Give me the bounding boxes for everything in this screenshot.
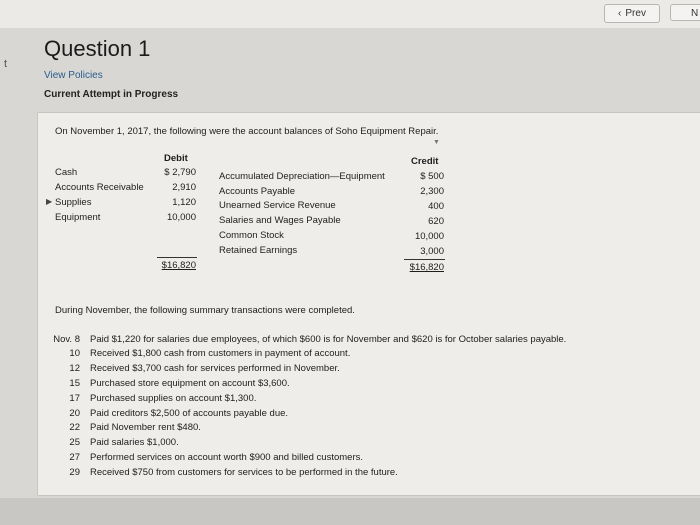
transaction-day: 22 (69, 422, 80, 433)
transaction-text: Purchased store equipment on account $3,600. (90, 378, 290, 389)
triangle-marker-icon: ▶ (46, 197, 53, 206)
credit-total: $16,820 (409, 262, 444, 273)
problem-intro: On November 1, 2017, the following were the account balances of Soho Equipment Repair. (55, 126, 439, 137)
transaction-day: 20 (69, 408, 80, 419)
view-policies-link[interactable]: View Policies (44, 70, 103, 81)
credit-header: Credit (411, 156, 439, 167)
cursor-arrow-icon: ▼ (433, 139, 440, 146)
transaction-text: Performed services on account worth $900 and billed customers. (90, 452, 363, 463)
left-edge-text: t (4, 58, 8, 70)
credit-account-name: Retained Earnings (219, 245, 298, 256)
transactions-intro: During November, the following summary transactions were completed. (55, 305, 355, 316)
transaction-day: Nov. 8 (53, 334, 80, 345)
transaction-day: 12 (69, 363, 80, 374)
attempt-status: Current Attempt in Progress (44, 89, 179, 100)
page-title: Question 1 (44, 36, 151, 61)
credit-account-name: Accumulated Depreciation—Equipment (219, 171, 385, 182)
credit-amount: $ 500 (420, 171, 444, 182)
transaction-text: Received $750 from customers for services to be performed in the future. (90, 467, 398, 478)
debit-amount: 10,000 (166, 212, 196, 223)
transaction-text: Received $1,800 cash from customers in payment of account. (90, 348, 351, 359)
transaction-text: Paid creditors $2,500 of accounts payable due. (90, 408, 289, 419)
credit-account-name: Unearned Service Revenue (219, 200, 336, 211)
transaction-text: Paid November rent $480. (90, 422, 201, 433)
debit-total: $16,820 (161, 260, 196, 271)
debit-amount: 2,910 (172, 182, 196, 193)
debit-total-rule (157, 257, 197, 258)
transaction-day: 17 (69, 393, 80, 404)
bottom-panel-edge (0, 498, 700, 525)
debit-amount: $ 2,790 (164, 167, 196, 178)
debit-amount: 1,120 (172, 197, 196, 208)
chevron-left-icon: ‹ (618, 8, 622, 19)
credit-amount: 2,300 (420, 186, 444, 197)
debit-account-name: Equipment (55, 212, 101, 223)
transaction-text: Paid salaries $1,000. (90, 437, 179, 448)
transaction-day: 15 (69, 378, 80, 389)
credit-amount: 620 (428, 216, 444, 227)
debit-account-name: Accounts Receivable (55, 182, 144, 193)
transaction-text: Paid $1,220 for salaries due employees, of which $600 is for November and $620 is for October salaries payable. (90, 334, 567, 345)
next-button[interactable]: N (670, 4, 700, 21)
debit-account-name: Cash (55, 167, 78, 178)
transaction-day: 25 (69, 437, 80, 448)
credit-amount: 3,000 (420, 246, 444, 257)
transaction-day: 10 (69, 348, 80, 359)
credit-account-name: Common Stock (219, 230, 284, 241)
transaction-day: 29 (69, 467, 80, 478)
top-toolbar (0, 0, 700, 28)
debit-header: Debit (164, 153, 188, 164)
credit-account-name: Salaries and Wages Payable (219, 215, 341, 226)
transaction-day: 27 (69, 452, 80, 463)
transaction-text: Received $3,700 cash for services performed in November. (90, 363, 340, 374)
credit-amount: 10,000 (414, 231, 444, 242)
credit-amount: 400 (428, 201, 444, 212)
debit-account-name: Supplies (55, 197, 92, 208)
credit-total-rule (404, 259, 445, 260)
transaction-text: Purchased supplies on account $1,300. (90, 393, 257, 404)
question-header (44, 36, 150, 62)
prev-button[interactable]: ‹ Prev (604, 4, 660, 23)
credit-account-name: Accounts Payable (219, 186, 296, 197)
